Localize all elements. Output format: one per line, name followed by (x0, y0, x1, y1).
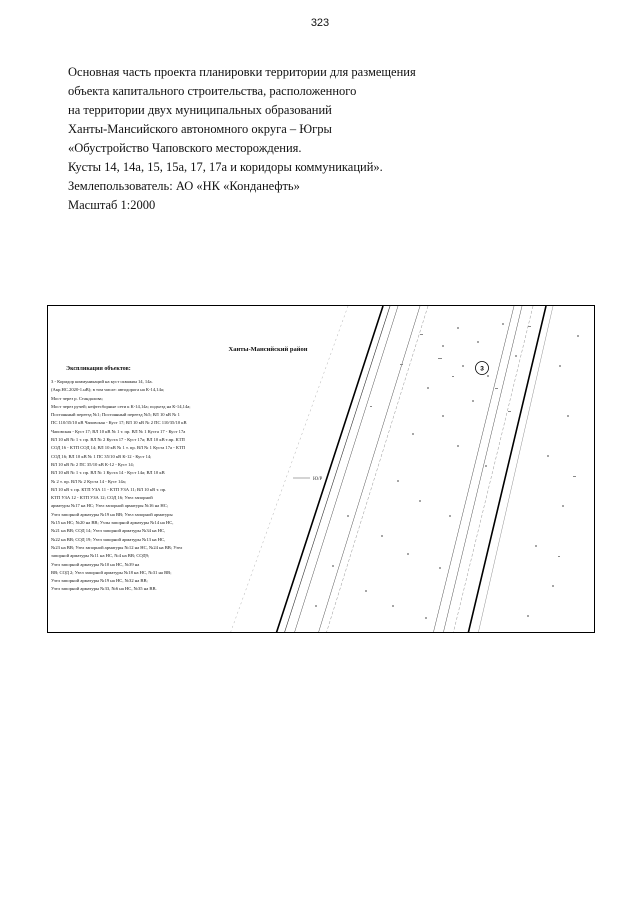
legend-line: №15 на НС; №20 на ВВ; Узлы запорной арматуры №14 на НС, (51, 520, 174, 526)
corridor-line (478, 306, 553, 633)
scale-line: Масштаб 1:2000 (68, 198, 156, 212)
legend-line: Чаповская - Куст 17; ВЛ 10 кВ № 1 т. пр. ВЛ № 1 Куста 17 - Куст 17а (51, 428, 186, 434)
legend-line: запорной арматуры №11 на НС, №4 на ВВ; СОД9; (51, 553, 150, 559)
legend-title: Экспликация объектов: (66, 366, 131, 372)
document-heading (68, 63, 588, 215)
legend-line: ПС 110/35/10 кВ Чаповская - Куст 17; ВЛ 10 кВ № 2 ПС 110/35/10 кВ (51, 420, 187, 426)
heading-line: на территории двух муниципальных образований (68, 103, 332, 117)
legend-line: ВЛ 10 кВ № 2 ПС 35/10 кВ К-12 - Куст 14; (51, 461, 134, 467)
heading-line: Землепользователь: АО «НК «Конданефть» (68, 179, 300, 193)
legend (51, 378, 411, 594)
heading-line: Основная часть проекта планировки территории для размещения (68, 65, 416, 79)
legend-line: ВВ; СОД 2; Узел запорной арматуры №18 на НС, №31 на ВВ; (51, 569, 172, 575)
legend-line: №23 на ВВ; Узел запорной арматуры №12 на НС, №24 на ВВ; Узел (51, 544, 183, 550)
legend-line: Узел запорной арматуры №19 на НС, №32 на ВВ; (51, 578, 148, 584)
legend-line: Постоянный переезд №1; Постоянный переезд №5; ВЛ 10 кВ № 1 (51, 412, 180, 418)
legend-line: 3 - Коридор коммуникаций на куст скважин 14, 14а. (51, 379, 153, 384)
legend-line: СОД 16; ВЛ 10 кВ № 1 ПС 35/10 кВ К-12 - Куст 14; (51, 453, 152, 459)
legend-line: КТП УЗА 12 - КТП УЗА 12; СОД 16; Узел запорной (51, 495, 153, 501)
page-number: 323 (310, 17, 330, 29)
heading-line: Ханты-Мансийского автономного округа – Югры (68, 122, 332, 136)
legend-line: (Акр.НС.2020-1.нВ); в том числе: автодорога на К-14,14а; (51, 387, 165, 393)
legend-line: Мост через р. Стандалова; (51, 395, 103, 401)
legend-line: Узел запорной арматуры №10 на НС, №39 на (51, 561, 140, 567)
legend-line: ВЛ 10 кВ № 1 т. пр. ВЛ № 1 Куста 14 - Куст 14а; ВЛ 10 кВ (51, 470, 165, 476)
heading-line: Кусты 14, 14а, 15, 15а, 17, 17а и коридоры коммуникаций». (68, 160, 383, 174)
legend-line: Узел запорной арматуры №33, №6 на НС, №35 на ВВ. (51, 586, 157, 592)
heading-line: «Обустройство Чаповского месторождения. (68, 141, 302, 155)
edge-label: Ю/Р (313, 477, 323, 482)
legend-line: №22 на ВВ; СОД 19; Узел запорной арматуры №13 на НС, (51, 536, 166, 542)
district-label: Ханты-Мансийский район (228, 346, 308, 353)
legend-line: СОД 16 - КТП СОД 14; ВЛ 10 кВ № 1 т. пр. ВЛ № 1 Куста 17а - КТП (51, 445, 186, 451)
corridor-line (443, 306, 522, 633)
legend-line: ВЛ 10 кВ т. пр. КТП УЗА 11 - КТП УЗА 11; ВЛ 10 кВ т. пр. (51, 486, 167, 492)
legend-line: Узел запорной арматуры №19 на ВВ; Узел запорной арматуры (51, 511, 173, 517)
legend-line: № 2 т. пр. ВЛ № 2 Куста 14 - Куст 14а; (51, 478, 126, 484)
legend-line: арматуры №17 на НС; Узел запорной арматуры №16 на НС; (51, 503, 169, 509)
heading-line: объекта капитального строительства, расположенного (68, 84, 357, 98)
corridor-line (433, 306, 514, 633)
planning-map (47, 305, 595, 633)
corridor-boundary-right (468, 306, 546, 633)
legend-line: №21 на ВВ; СОД 14; Узел запорной арматуры №34 на НС, (51, 528, 166, 534)
legend-line: ВЛ 10 кВ № 1 т. пр. ВЛ № 2 Куста 17 - Куст 17а; ВЛ 10 кВ т.пр. КТП (51, 437, 185, 443)
corridor-line (453, 306, 533, 633)
legend-line: Мост через ручей; нефтесборные сети к К-14,14а; подъезд на К-14,14а; (51, 403, 191, 409)
sheet-marker-label: 3 (480, 365, 484, 373)
